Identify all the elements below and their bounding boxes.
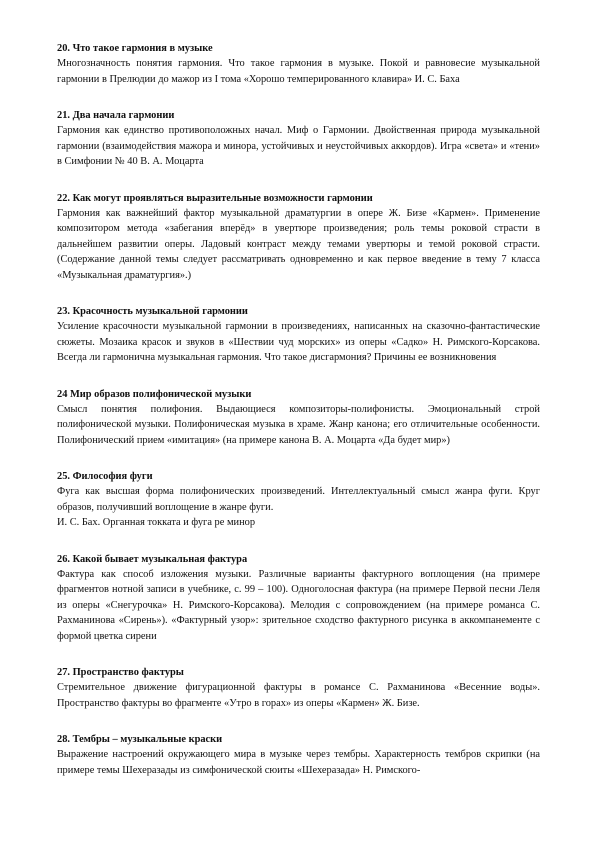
section-text: Усиление красочности музыкальной гармонии в произведениях, написанных на сказочно-фантастические сюжеты. Мозаика красок и звуков в «Шествии чуд морских» из оперы «Садко» Н. Римского-Корсакова. Всегда ли гармонична музыкальная гармония. Что такое дисгармония? Причины ее возникновения: [57, 321, 540, 363]
section-heading: 26. Какой бывает музыкальная фактура: [57, 553, 248, 565]
section-heading: 24 Мир образов полифонической музыки: [57, 388, 252, 400]
document-page: [57, 41, 540, 799]
section-24: [57, 387, 540, 449]
section-text: Гармония как единство противоположных начал. Миф о Гармонии. Двойственная природа музыкальной гармонии (взаимодействия мажора и минора, устойчивых и неустойчивых аккордов). Игра «света» и «тени» в Симфонии № 40 В. А. Моцарта: [57, 125, 540, 167]
section-text: Фактура как способ изложения музыки. Различные варианты фактурного воплощения (на примере фрагментов нотной записи в учебнике, с. 99 – 100). Одноголосная фактура (на примере Первой песни Леля из оперы «Снегурочка» Н. Римского-Корсакова). Мелодия с сопровождением (на примере романса С. Рахманинова «Сирень»). «Фактурный узор»: зрительное сходство фактурного рисунка в аккомпанементе с формой цветка сирени: [57, 568, 540, 642]
section-heading: 22. Как могут проявляться выразительные возможности гармонии: [57, 192, 373, 204]
section-text: Гармония как важнейший фактор музыкальной драматургии в опере Ж. Бизе «Кармен». Применение композитором метода «забегания вперёд» в увертюре произведения; роль темы роковой страсти в дальнейшем развитии оперы. Ладовый контраст между темами увертюры и темой роковой страсти. (Содержание данной темы следует рассматривать одновременно и как первое введение в тему 7 класса «Музыкальная драматургия».): [57, 207, 540, 281]
section-26: [57, 552, 540, 645]
section-25: [57, 469, 540, 531]
section-heading: 28. Тембры – музыкальные краски: [57, 734, 223, 745]
section-heading: 21. Два начала гармонии: [57, 110, 175, 121]
section-28: [57, 732, 540, 778]
section-23: [57, 304, 540, 366]
section-20: [57, 41, 540, 87]
section-27: [57, 665, 540, 711]
section-text: Выражение настроений окружающего мира в музыке через тембры. Характерность тембров скрипки (на примере темы Шехеразады из симфонической сюиты «Шехеразада» Н. Римского-: [57, 749, 540, 776]
section-22: [57, 191, 540, 284]
section-heading: 25. Философия фуги: [57, 471, 153, 482]
section-text: Стремительное движение фигурационной фактуры в романсе С. Рахманинова «Весенние воды». Пространство фактуры во фрагменте «Утро в горах» из оперы «Кармен» Ж. Бизе.: [57, 682, 540, 709]
section-21: [57, 108, 540, 170]
section-text: Смысл понятия полифония. Выдающиеся композиторы-полифонисты. Эмоциональный строй полифонической музыки. Полифоническая музыка в храме. Жанр канона; его отличительные особенности. Полифонический прием «имитация» (на примере канона В. А. Моцарта «Да будет мир»): [57, 403, 540, 446]
section-heading: 23. Красочность музыкальной гармонии: [57, 306, 248, 317]
section-text: И. С. Бах. Органная токката и фуга ре минор: [57, 517, 256, 528]
section-text: Многозначность понятия гармония. Что такое гармония в музыке. Покой и равновесие музыкальной гармонии в Прелюдии до мажор из I тома «Хорошо темперированного клавира» И. С. Баха: [57, 58, 540, 85]
section-heading: 27. Пространство фактуры: [57, 667, 184, 678]
section-text: Фуга как высшая форма полифонических произведений. Интеллектуальный смысл жанра фуги. Круг образов, получивший воплощение в жанре фуги.: [57, 486, 540, 513]
section-heading: 20. Что такое гармония в музыке: [57, 43, 213, 54]
